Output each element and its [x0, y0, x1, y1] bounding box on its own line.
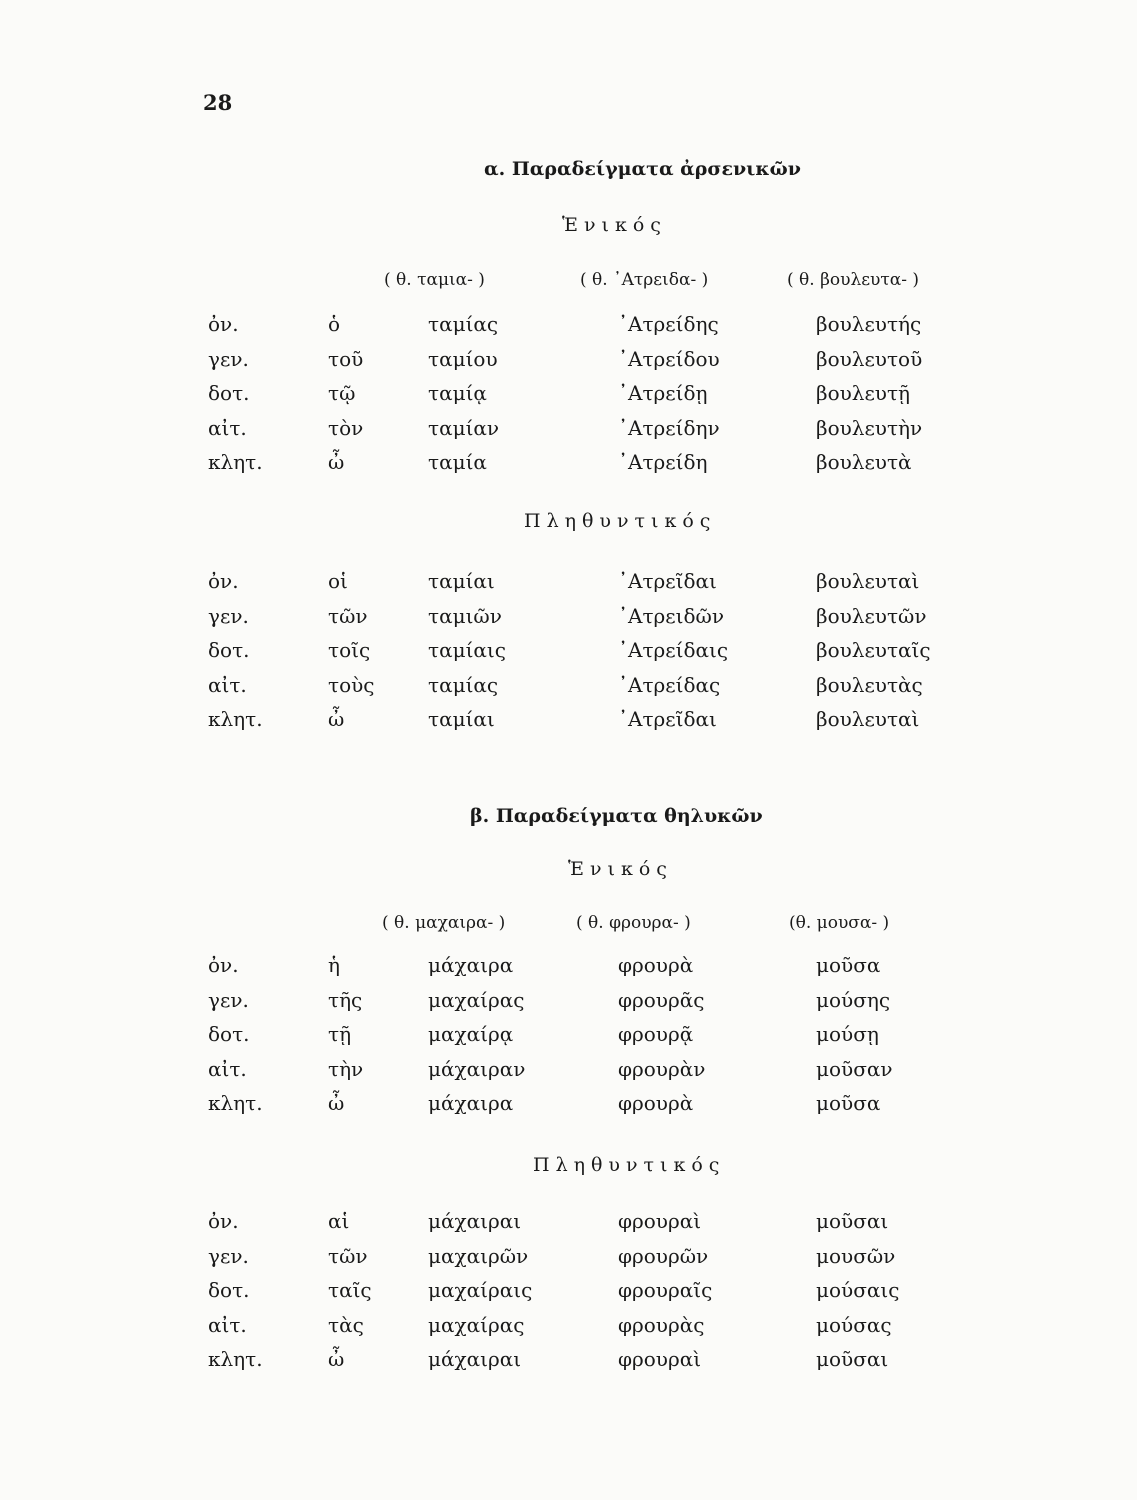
case-label: γεν.: [208, 1243, 249, 1268]
article: τοῦ: [328, 346, 364, 371]
form-2: ᾿Ατρεῖδαι: [618, 569, 717, 593]
form-3: μοῦσα: [816, 953, 881, 977]
form-3: βουλευτὴν: [816, 415, 923, 440]
case-label: δοτ.: [208, 381, 250, 405]
article: τὴν: [328, 1056, 364, 1081]
article: ταῖς: [328, 1278, 372, 1302]
form-2: φρουρὰς: [618, 1312, 705, 1337]
article: ἡ: [328, 953, 340, 977]
form-1: ταμίαι: [428, 569, 495, 593]
section-b-theme-1: ( θ. μαχαιρα- ): [382, 913, 506, 933]
form-1: μάχαιρα: [428, 1091, 514, 1115]
article: τοῖς: [328, 638, 371, 662]
article: τὸν: [328, 415, 364, 440]
section-b-theme-2: ( θ. φρουρα- ): [576, 913, 691, 933]
form-2: φρουραὶ: [618, 1347, 702, 1371]
form-3: βουλευτὰς: [816, 672, 923, 697]
case-label: κλητ.: [208, 1347, 263, 1371]
article: τῇ: [328, 1022, 352, 1046]
form-3: μούσαις: [816, 1278, 900, 1302]
case-label: κλητ.: [208, 1091, 263, 1115]
section-a-theme-2: ( θ. ᾿Ατρειδα- ): [580, 270, 709, 290]
article: τοὺς: [328, 672, 375, 697]
section-b-title: β. Παραδείγματα θηλυκῶν: [470, 805, 763, 827]
form-3: βουλευτοῦ: [816, 346, 923, 371]
form-3: μουσῶν: [816, 1243, 896, 1268]
case-label: γεν.: [208, 346, 249, 371]
form-2: ᾿Ατρείδαις: [618, 638, 729, 662]
form-1: μαχαίρας: [428, 987, 525, 1012]
case-label: δοτ.: [208, 638, 250, 662]
form-1: ταμίου: [428, 346, 498, 371]
form-1: μαχαίραις: [428, 1278, 533, 1302]
form-2: ᾿Ατρειδῶν: [618, 603, 724, 628]
form-2: ᾿Ατρείδη: [618, 450, 708, 474]
form-2: ᾿Ατρεῖδαι: [618, 707, 717, 731]
article: τῶν: [328, 1243, 368, 1268]
form-2: ᾿Ατρείδης: [618, 312, 719, 336]
form-1: μάχαιραι: [428, 1347, 522, 1371]
article: τῆς: [328, 987, 363, 1012]
article: τῷ: [328, 381, 356, 405]
form-1: μαχαίρᾳ: [428, 1022, 514, 1046]
form-2: φρουρᾷ: [618, 1022, 694, 1046]
article: τὰς: [328, 1312, 364, 1337]
form-2: ᾿Ατρείδῃ: [618, 381, 708, 405]
page-number: 28: [203, 90, 233, 115]
form-3: μούσῃ: [816, 1022, 879, 1046]
form-1: ταμίᾳ: [428, 381, 487, 405]
case-label: αἰτ.: [208, 672, 247, 697]
section-a-singular-label: Ἑνικός: [562, 214, 667, 236]
article: αἱ: [328, 1209, 350, 1233]
case-label: ὀν.: [208, 953, 239, 977]
article: τῶν: [328, 603, 368, 628]
form-1: ταμία: [428, 450, 487, 474]
form-2: ᾿Ατρείδου: [618, 346, 720, 371]
form-2: ᾿Ατρείδας: [618, 672, 721, 697]
form-3: βουλευταὶ: [816, 569, 920, 593]
case-label: αἰτ.: [208, 415, 247, 440]
form-3: βουλευτής: [816, 312, 922, 336]
form-1: ταμίαις: [428, 638, 506, 662]
form-1: μαχαιρῶν: [428, 1243, 529, 1268]
form-3: μοῦσα: [816, 1091, 881, 1115]
section-a-title: α. Παραδείγματα ἀρσενικῶν: [484, 158, 801, 180]
form-2: φρουρὰ: [618, 1091, 694, 1115]
section-b-singular-label: Ἑνικός: [568, 858, 673, 880]
form-1: ταμιῶν: [428, 603, 502, 628]
form-1: ταμίαν: [428, 415, 500, 440]
form-3: βουλευτῇ: [816, 381, 911, 405]
form-1: μάχαιρα: [428, 953, 514, 977]
case-label: ὀν.: [208, 569, 239, 593]
form-3: μούσης: [816, 987, 891, 1012]
form-2: φρουραὶ: [618, 1209, 702, 1233]
article: ὁ: [328, 312, 341, 336]
case-label: κλητ.: [208, 450, 263, 474]
case-label: ὀν.: [208, 1209, 239, 1233]
case-label: αἰτ.: [208, 1056, 247, 1081]
form-2: φρουραῖς: [618, 1278, 713, 1302]
form-3: μούσας: [816, 1312, 892, 1337]
form-3: βουλευτὰ: [816, 450, 912, 474]
case-label: αἰτ.: [208, 1312, 247, 1337]
case-label: ὀν.: [208, 312, 239, 336]
form-2: φρουρὰ: [618, 953, 694, 977]
form-1: ταμίας: [428, 312, 499, 336]
article: ὦ: [328, 450, 345, 474]
form-3: βουλευτῶν: [816, 603, 927, 628]
case-label: δοτ.: [208, 1278, 250, 1302]
section-b-plural-label: Πληθυντικός: [533, 1154, 726, 1176]
form-1: ταμίαι: [428, 707, 495, 731]
section-b-theme-3: (θ. μουσα- ): [789, 913, 890, 933]
form-3: μοῦσαν: [816, 1056, 893, 1081]
form-3: βουλευταῖς: [816, 638, 931, 662]
case-label: γεν.: [208, 603, 249, 628]
section-a-theme-3: ( θ. βουλευτα- ): [787, 270, 920, 290]
form-3: βουλευταὶ: [816, 707, 920, 731]
article: οἱ: [328, 569, 348, 593]
section-a-plural-label: Πληθυντικός: [524, 510, 717, 532]
case-label: δοτ.: [208, 1022, 250, 1046]
article: ὦ: [328, 1347, 345, 1371]
form-3: μοῦσαι: [816, 1347, 889, 1371]
form-1: μάχαιραν: [428, 1056, 526, 1081]
article: ὦ: [328, 1091, 345, 1115]
form-3: μοῦσαι: [816, 1209, 889, 1233]
article: ὦ: [328, 707, 345, 731]
form-1: ταμίας: [428, 672, 499, 697]
section-a-theme-1: ( θ. ταμια- ): [384, 270, 485, 290]
form-1: μαχαίρας: [428, 1312, 525, 1337]
case-label: κλητ.: [208, 707, 263, 731]
form-2: φρουρᾶς: [618, 987, 705, 1012]
case-label: γεν.: [208, 987, 249, 1012]
form-2: φρουρὰν: [618, 1056, 706, 1081]
form-2: ᾿Ατρείδην: [618, 415, 720, 440]
form-2: φρουρῶν: [618, 1243, 709, 1268]
form-1: μάχαιραι: [428, 1209, 522, 1233]
